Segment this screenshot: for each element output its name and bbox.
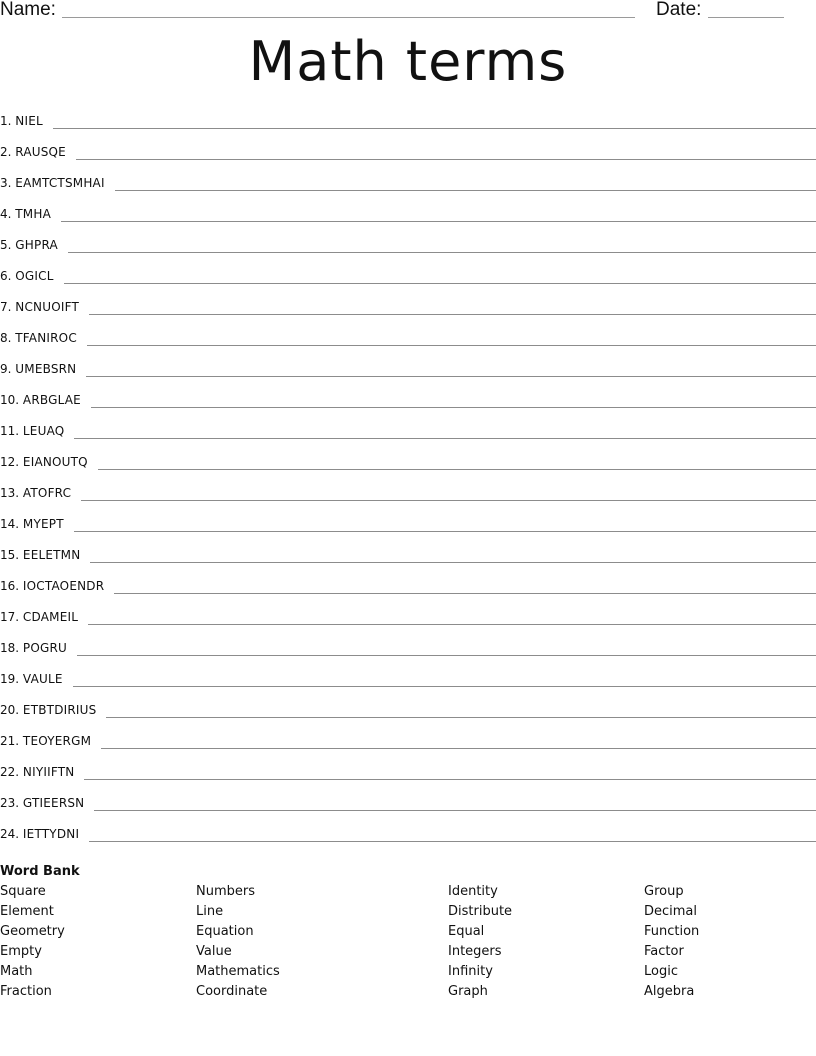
answer-line[interactable] [98,469,816,470]
word-bank-item: Geometry [0,924,65,939]
question-list [0,112,816,856]
question-row [0,763,816,794]
answer-line[interactable] [86,376,816,377]
scrambled-word: IOCTAOENDR [22,579,105,593]
question-number: 16. [0,579,20,593]
word-bank-item: Graph [448,984,488,999]
word-bank-item: Fraction [0,984,52,999]
answer-line[interactable] [89,314,816,315]
answer-line[interactable] [114,593,816,594]
question-row [0,577,816,608]
scrambled-word: OGICL [15,269,54,283]
scrambled-word: POGRU [22,641,68,655]
question-number: 3. [0,176,12,190]
question-number: 7. [0,300,12,314]
question-number: 13. [0,486,20,500]
question-row [0,267,816,298]
answer-line[interactable] [106,717,816,718]
scrambled-word: CDAMEIL [22,610,79,624]
question-row [0,608,816,639]
scrambled-word: GTIEERSN [22,796,85,810]
question-row [0,639,816,670]
question-number: 4. [0,207,12,221]
word-bank-item: Math [0,964,33,979]
question-row [0,329,816,360]
word-bank-item: Distribute [448,904,513,919]
word-bank-column [448,882,512,1002]
question-number: 21. [0,734,20,748]
scrambled-word: EIANOUTQ [22,455,88,469]
word-bank-item: Infinity [448,964,493,979]
question-number: 5. [0,238,12,252]
word-bank-item: Equation [196,924,254,939]
question-row [0,453,816,484]
answer-line[interactable] [101,748,816,749]
scrambled-word: GHPRA [15,238,58,252]
scrambled-word: ATOFRC [22,486,72,500]
word-bank-column [0,882,65,1002]
question-number: 18. [0,641,20,655]
answer-line[interactable] [61,221,816,222]
question-number: 9. [0,362,12,376]
answer-line[interactable] [89,841,816,842]
scrambled-word: UMEBSRN [15,362,77,376]
answer-line[interactable] [90,562,816,563]
word-bank-item: Integers [448,944,502,959]
answer-line[interactable] [74,438,816,439]
question-row [0,236,816,267]
question-row [0,391,816,422]
word-bank-title: Word Bank [0,864,80,879]
question-number: 22. [0,765,20,779]
question-row [0,546,816,577]
word-bank [0,862,816,1002]
scrambled-word: ARBGLAE [22,393,81,407]
word-bank-columns [0,882,816,1002]
question-number: 24. [0,827,20,841]
scrambled-word: NCNUOIFT [15,300,80,314]
word-bank-column [196,882,280,1002]
date-label: Date: [656,0,702,20]
scrambled-word: TFANIROC [15,331,77,345]
question-row [0,205,816,236]
question-row [0,360,816,391]
scrambled-word: NIYIIFTN [22,765,75,779]
scrambled-word: NIEL [15,114,43,128]
word-bank-item: Identity [448,884,498,899]
answer-line[interactable] [88,624,816,625]
name-field-line[interactable] [62,17,635,18]
scrambled-word: IETTYDNI [22,827,80,841]
answer-line[interactable] [91,407,816,408]
question-number: 2. [0,145,12,159]
answer-line[interactable] [115,190,816,191]
date-field-line[interactable] [708,17,784,18]
name-label: Name: [0,0,56,20]
answer-line[interactable] [81,500,816,501]
question-number: 12. [0,455,20,469]
word-bank-item: Value [196,944,232,959]
question-row [0,298,816,329]
scrambled-word: MYEPT [22,517,64,531]
answer-line[interactable] [94,810,816,811]
question-number: 17. [0,610,20,624]
question-number: 20. [0,703,20,717]
word-bank-item: Square [0,884,46,899]
word-bank-item: Element [0,904,54,919]
word-bank-column [644,882,699,1002]
answer-line[interactable] [53,128,816,129]
page-title: Math terms [248,30,568,93]
question-number: 15. [0,548,20,562]
word-bank-item: Factor [644,944,684,959]
question-number: 1. [0,114,12,128]
word-bank-item: Numbers [196,884,255,899]
question-row [0,143,816,174]
question-row [0,794,816,825]
scrambled-word: TEOYERGM [22,734,92,748]
question-row [0,701,816,732]
answer-line[interactable] [64,283,816,284]
question-row [0,174,816,205]
answer-line[interactable] [76,159,816,160]
word-bank-item: Function [644,924,700,939]
scrambled-word: EELETMN [22,548,81,562]
question-number: 14. [0,517,20,531]
scrambled-word: VAULE [22,672,63,686]
scrambled-word: TMHA [15,207,51,221]
question-row [0,422,816,453]
scrambled-word: RAUSQE [15,145,66,159]
question-row [0,515,816,546]
word-bank-item: Equal [448,924,485,939]
question-row [0,670,816,701]
word-bank-item: Decimal [644,904,698,919]
scrambled-word: ETBTDIRIUS [22,703,97,717]
answer-line[interactable] [73,686,816,687]
answer-line[interactable] [77,655,816,656]
header [0,0,816,24]
word-bank-item: Mathematics [196,964,280,979]
question-number: 8. [0,331,12,345]
question-number: 10. [0,393,20,407]
question-row [0,825,816,856]
word-bank-item: Logic [644,964,678,979]
question-row [0,112,816,143]
answer-line[interactable] [87,345,816,346]
question-number: 11. [0,424,20,438]
answer-line[interactable] [68,252,816,253]
scrambled-word: EAMTCTSMHAI [15,176,105,190]
question-row [0,732,816,763]
question-row [0,484,816,515]
word-bank-item: Group [644,884,684,899]
word-bank-item: Coordinate [196,984,268,999]
word-bank-item: Empty [0,944,42,959]
scrambled-word: LEUAQ [22,424,65,438]
answer-line[interactable] [84,779,816,780]
answer-line[interactable] [74,531,816,532]
word-bank-item: Line [196,904,224,919]
question-number: 23. [0,796,20,810]
word-bank-item: Algebra [644,984,695,999]
question-number: 19. [0,672,20,686]
question-number: 6. [0,269,12,283]
